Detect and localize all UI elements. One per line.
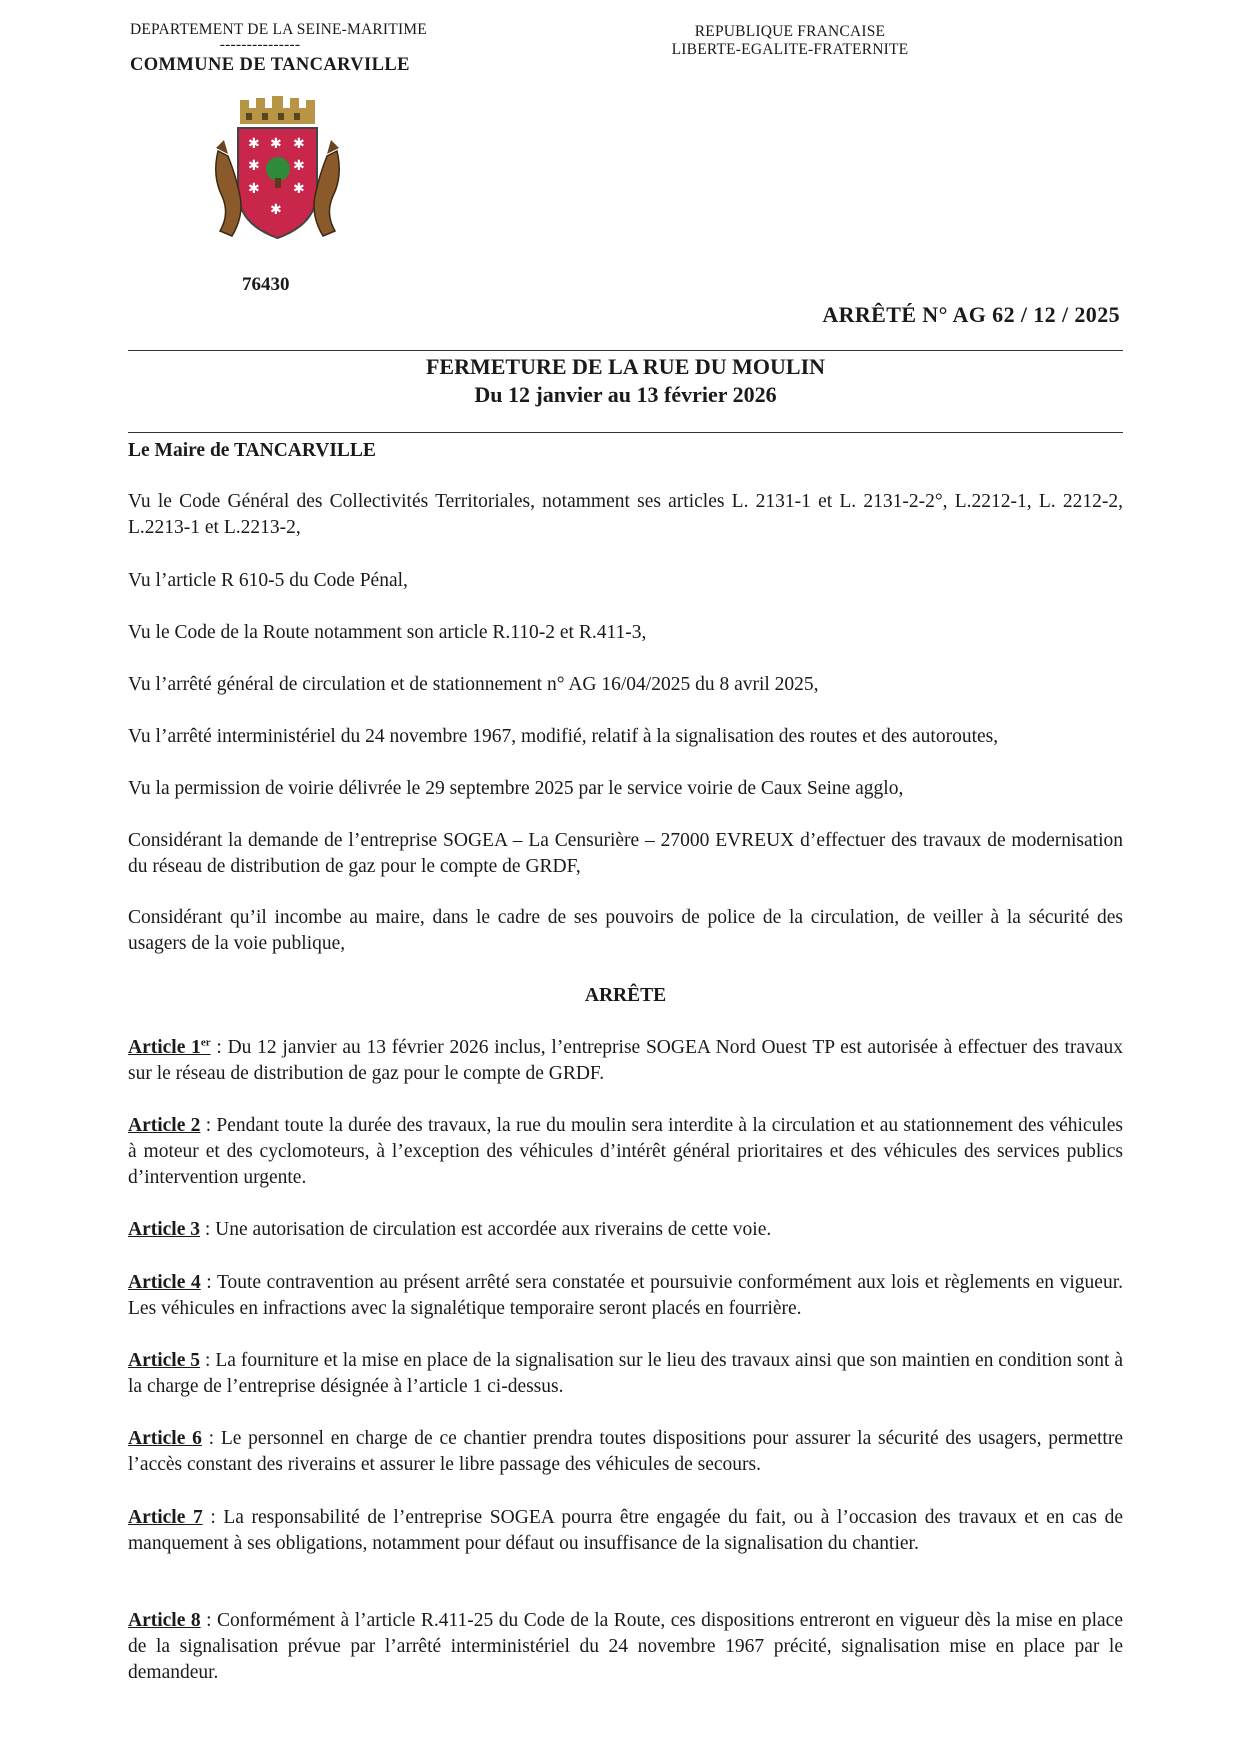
article-text: : La responsabilité de l’entreprise SOGEA pourra être engagée du fait, ou à l’occasion des travaux et en cas de manquement à ses obligations, notamment pour défaut ou insuffisance de la signalisation du chantier. — [128, 1507, 1123, 1554]
article-1 — [128, 1035, 1123, 1087]
article-8 — [128, 1608, 1123, 1686]
department-label: DEPARTEMENT DE LA SEINE-MARITIME — [130, 21, 427, 38]
svg-text:✱: ✱ — [270, 136, 282, 152]
article-label: Article 4 — [128, 1272, 201, 1293]
commune-name: COMMUNE DE TANCARVILLE — [130, 55, 410, 75]
article-7 — [128, 1505, 1123, 1557]
document-subtitle: Du 12 janvier au 13 février 2026 — [474, 382, 777, 407]
motto-label: LIBERTE-EGALITE-FRATERNITE — [671, 41, 909, 58]
article-text: : Toute contravention au présent arrêté sera constatée et poursuivie conformément aux lois et règlements en vigueur. Les véhicules en infractions avec la signalétique temporaire seront placés en fourrière. — [128, 1272, 1123, 1319]
header-left — [130, 21, 430, 76]
article-label: Article 3 — [128, 1219, 201, 1240]
svg-text:✱: ✱ — [248, 136, 260, 152]
coat-of-arms-icon — [210, 96, 345, 251]
article-label: Article 1er — [128, 1036, 211, 1058]
svg-text:✱: ✱ — [293, 136, 305, 152]
considerant-6: Vu la permission de voirie délivrée le 29 septembre 2025 par le service voirie de Caux Seine agglo, — [128, 778, 904, 799]
republic-label: REPUBLIQUE FRANCAISE — [694, 23, 886, 40]
article-text: : Une autorisation de circulation est accordée aux riverains de cette voie. — [200, 1219, 772, 1240]
svg-text:✱: ✱ — [270, 202, 282, 218]
article-text: : Du 12 janvier au 13 février 2026 inclus, l’entreprise SOGEA Nord Ouest TP est autorisée à effectuer des travaux sur le réseau de distribution de gaz pour le compte de GRDF. — [128, 1037, 1123, 1084]
considerant-3: Vu le Code de la Route notamment son article R.110-2 et R.411-3, — [128, 622, 647, 643]
article-label: Article 5 — [128, 1350, 201, 1371]
article-3 — [128, 1217, 1123, 1243]
article-label: Article 7 — [128, 1507, 203, 1528]
maire-heading: Le Maire de TANCARVILLE — [128, 440, 376, 461]
considerant-5: Vu l’arrêté interministériel du 24 novembre 1967, modifié, relatif à la signalisation des routes et des autoroutes, — [128, 726, 999, 747]
divider-top — [128, 350, 1123, 351]
considerant-7: Considérant la demande de l’entreprise SOGEA – La Censurière – 27000 EVREUX d’effectuer des travaux de modernisation du réseau de distribution de gaz pour le compte de GRDF, — [128, 830, 1123, 877]
postal-code: 76430 — [242, 274, 290, 295]
arrete-heading: ARRÊTE — [584, 985, 667, 1006]
svg-text:✱: ✱ — [248, 158, 260, 174]
considerant-1: Vu le Code Général des Collectivités Territoriales, notamment ses articles L. 2131-1 et L. 2131-2-2°, L.2212-1, L. 2212-2, L.2213-1 et L.2213-2, — [128, 491, 1123, 538]
article-text: : Conformément à l’article R.411-25 du Code de la Route, ces dispositions entreront en vigueur dès la mise en place de la signalisation prévue par l’arrêté interministériel du 24 novembre 1967 précité, signalisation mise en place par le demandeur. — [128, 1610, 1123, 1683]
svg-text:✱: ✱ — [293, 181, 305, 197]
divider-bottom — [128, 432, 1123, 433]
document-title: FERMETURE DE LA RUE DU MOULIN — [425, 354, 826, 379]
considerant-2: Vu l’article R 610-5 du Code Pénal, — [128, 570, 408, 591]
header-right — [640, 23, 940, 59]
considerant-8: Considérant qu’il incombe au maire, dans le cadre de ses pouvoirs de police de la circulation, de veiller à la sécurité des usagers de la voie publique, — [128, 907, 1123, 954]
article-text: : Pendant toute la durée des travaux, la rue du moulin sera interdite à la circulation et au stationnement des véhicules à moteur et des cyclomoteurs, à l’exception des véhicules d’intérêt général prioritaires et des véhicules des services publics d’intervention urgente. — [128, 1115, 1123, 1188]
article-label: Article 2 — [128, 1115, 201, 1136]
considerant-4: Vu l’arrêté général de circulation et de stationnement n° AG 16/04/2025 du 8 avril 2025, — [128, 674, 819, 695]
article-5 — [128, 1348, 1123, 1400]
article-text: : Le personnel en charge de ce chantier prendra toutes dispositions pour assurer la sécurité des usagers, permettre l’accès constant des riverains et assurer le libre passage des véhicules de secours. — [128, 1428, 1123, 1475]
svg-text:✱: ✱ — [248, 181, 260, 197]
article-6 — [128, 1426, 1123, 1478]
article-4 — [128, 1270, 1123, 1322]
article-label: Article 8 — [128, 1610, 201, 1631]
svg-text:✱: ✱ — [293, 158, 305, 174]
article-text: : La fourniture et la mise en place de la signalisation sur le lieu des travaux ainsi que son maintien en condition sont à la charge de l’entreprise désignée à l’article 1 ci-dessus. — [128, 1350, 1123, 1397]
article-label: Article 6 — [128, 1428, 202, 1449]
arrete-number: ARRÊTÉ N° AG 62 / 12 / 2025 — [822, 302, 1120, 327]
header-separator: --------------- — [219, 36, 301, 53]
article-2 — [128, 1113, 1123, 1191]
